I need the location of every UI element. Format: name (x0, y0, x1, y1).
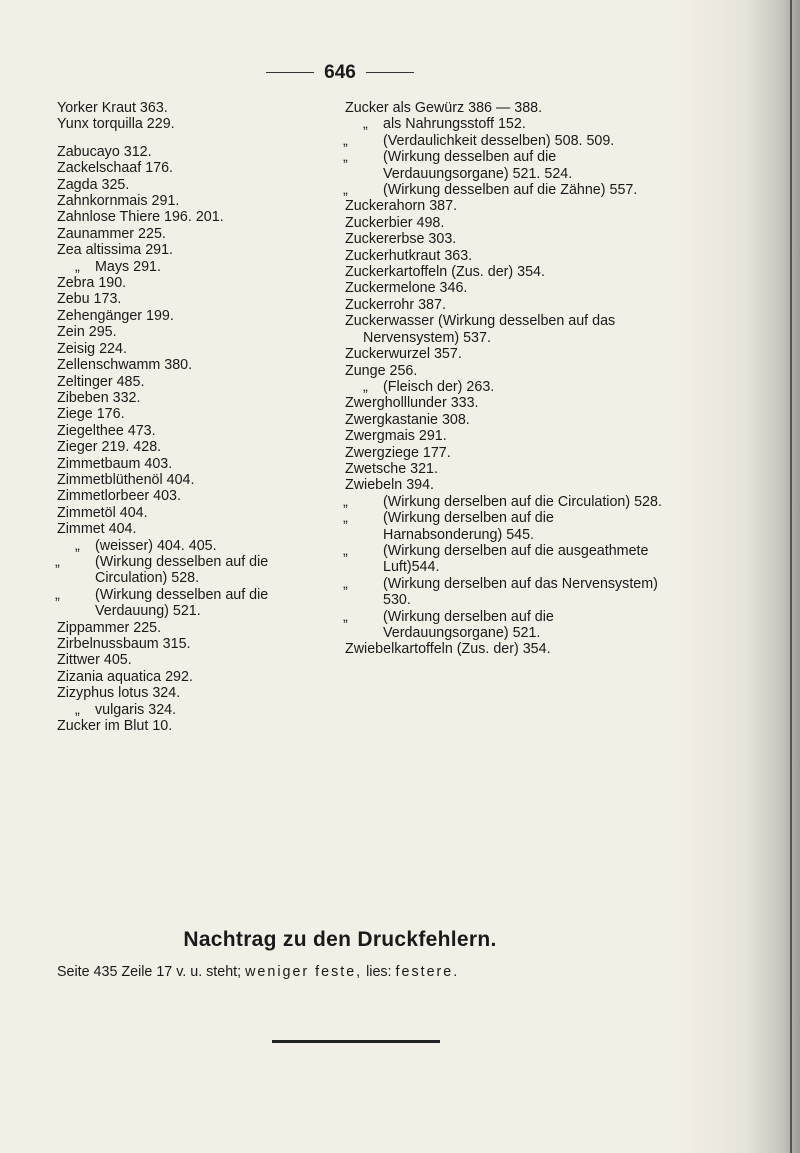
index-entry-text: (Wirkung desselben auf die Zähne) 557. (383, 182, 638, 199)
ditto-mark: „ (75, 537, 80, 554)
index-entry-text: Zibeben 332. (57, 389, 141, 406)
index-entry-text: Yunx torquilla 229. (57, 116, 175, 133)
index-entry-text: Zwiebeln 394. (345, 477, 435, 494)
index-entry (57, 116, 319, 132)
erratum-correct: festere. (395, 964, 460, 980)
index-entry (345, 297, 670, 313)
index-entry-text: Zwetsche 321. (345, 460, 438, 477)
index-entry (57, 308, 319, 324)
ditto-mark: „ (55, 553, 60, 570)
ditto-mark: „ (343, 608, 348, 625)
ditto-mark: „ (55, 586, 60, 603)
index-entry (57, 669, 319, 685)
page-number: 646 (0, 62, 680, 84)
ditto-mark: „ (343, 132, 348, 149)
index-entry-text: Zabucayo 312. (57, 143, 152, 160)
index-entry (345, 280, 670, 296)
index-entry (57, 439, 319, 455)
index-entry (57, 505, 319, 521)
index-entry (57, 275, 319, 291)
ditto-mark: „ (343, 182, 348, 199)
index-entry (57, 357, 319, 373)
index-entry (345, 477, 670, 493)
index-entry (345, 363, 670, 379)
index-entry-text: (Wirkung derselben auf die Verdauungsorgane) 521. (383, 608, 554, 641)
index-entry (57, 456, 319, 472)
index-entry (345, 609, 670, 642)
index-entry-text: Zizania aquatica 292. (57, 668, 193, 685)
page-binding-shadow (680, 0, 800, 1153)
index-entry-text: Yorker Kraut 363. (57, 100, 168, 116)
index-entry (345, 231, 670, 247)
index-entry (57, 193, 319, 209)
index-entry (57, 521, 319, 537)
erratum-lies: lies: (366, 964, 392, 980)
index-entry-text: Zahnlose Thiere 196. 201. (57, 209, 224, 226)
index-entry-text: Zuckerkartoffeln (Zus. der) 354. (345, 264, 545, 281)
index-entry (345, 445, 670, 461)
ditto-mark: „ (343, 575, 348, 592)
index-entry-text: Zizyphus lotus 324. (57, 685, 181, 702)
index-entry (57, 144, 319, 160)
index-entry-text: Zellenschwamm 380. (57, 357, 193, 374)
ditto-mark: „ (75, 258, 80, 275)
rule-right (366, 72, 414, 73)
ditto-mark: „ (343, 510, 348, 527)
index-entry-text: Zeisig 224. (57, 340, 127, 357)
index-entry (57, 374, 319, 390)
ditto-mark: „ (343, 493, 348, 510)
index-entry-text: Zirbelnussbaum 315. (57, 636, 191, 652)
index-entry (345, 248, 670, 264)
index-entry (345, 379, 670, 395)
index-entry-text: (Wirkung derselben auf das Nervensystem) 530. (383, 575, 658, 609)
index-entry-text: Zuckerrohr 387. (345, 296, 446, 313)
index-entry (345, 116, 670, 132)
index-entry-text: Zuckerwurzel 357. (345, 346, 462, 363)
index-entry-text: (Fleisch der) 263. (383, 378, 495, 395)
index-entry-text: Zuckerwasser (Wirkung desselben auf das Nervensystem) 537. (345, 313, 616, 346)
erratum-wrong: weniger feste, (245, 964, 363, 980)
ditto-mark: „ (343, 542, 348, 559)
index-entry-text: Zeltinger 485. (57, 373, 145, 390)
index-entry-text: Mays 291. (95, 258, 161, 275)
index-entry (57, 620, 319, 636)
index-entry (57, 652, 319, 668)
index-entry (57, 390, 319, 406)
index-entry (345, 182, 670, 198)
index-column-right (345, 100, 670, 658)
index-entry-text: Zuckermelone 346. (345, 280, 468, 297)
index-entry (345, 412, 670, 428)
index-entry-text: (Verdaulichkeit desselben) 508. 509. (383, 132, 615, 149)
index-entry (57, 554, 319, 587)
ditto-mark: „ (343, 149, 348, 166)
index-entry-text: Ziegelthee 473. (57, 422, 156, 439)
index-entry-text: Zagda 325. (57, 176, 130, 193)
index-entry (57, 423, 319, 439)
index-entry (345, 428, 670, 444)
index-entry-text: Zimmetlorbeer 403. (57, 488, 181, 505)
page-edge (790, 0, 792, 1153)
index-entry (57, 472, 319, 488)
index-entry-text: (Wirkung desselben auf die Verdauungsorgane) 521. 524. (383, 149, 573, 182)
index-entry (345, 543, 670, 576)
index-entry (345, 494, 670, 510)
index-entry (345, 346, 670, 362)
index-entry-text: Zehengänger 199. (57, 307, 174, 324)
index-entry-text: Zackelschaaf 176. (57, 160, 174, 177)
index-entry-text: Zwiebelkartoffeln (Zus. der) 354. (345, 641, 551, 658)
index-entry (345, 198, 670, 214)
index-entry-text: Zimmetöl 404. (57, 504, 148, 521)
index-entry (57, 636, 319, 652)
index-entry-text: (Wirkung derselben auf die Circulation) 528. (383, 493, 662, 510)
erratum-prefix: Seite 435 Zeile 17 v. u. steht; (57, 964, 242, 980)
index-entry (345, 461, 670, 477)
index-entry (57, 538, 319, 554)
index-entry (57, 226, 319, 242)
index-entry-text: (Wirkung derselben auf die ausgeathmete Luft)544. (383, 542, 649, 576)
index-entry (57, 341, 319, 357)
index-entry-text: Zaunammer 225. (57, 225, 166, 242)
index-entry (57, 242, 319, 258)
index-entry-text: Zea altissima 291. (57, 242, 174, 259)
index-entry-text: Zucker im Blut 10. (57, 718, 173, 735)
index-entry-text: Zebu 173. (57, 291, 122, 308)
index-entry (345, 133, 670, 149)
index-entry-text: Zieger 219. 428. (57, 439, 162, 456)
index-entry-text: Zuckerhutkraut 363. (345, 247, 473, 264)
index-entry-text: Zein 295. (57, 324, 117, 341)
index-entry-text: Zimmetblüthenöl 404. (57, 471, 195, 488)
index-entry-text: Zwergkastanie 308. (345, 411, 470, 428)
index-entry-text: Zuckerbier 498. (345, 214, 445, 231)
index-entry (345, 395, 670, 411)
index-entry-text: Zimmet 404. (57, 521, 137, 538)
index-entry-text: Zittwer 405. (57, 652, 132, 669)
index-entry-text: (Wirkung desselben auf die Circulation) 528. (95, 553, 269, 587)
index-entry (57, 488, 319, 504)
rule-left (266, 72, 314, 73)
index-entry-text: als Nahrungsstoff 152. (383, 116, 526, 133)
index-entry (345, 215, 670, 231)
index-entry (57, 291, 319, 307)
index-entry (345, 641, 670, 657)
index-entry-text: Zucker als Gewürz 386 — 388. (345, 100, 543, 116)
index-entry (57, 100, 319, 116)
ditto-mark: „ (363, 378, 368, 395)
index-entry-text: Zwergmais 291. (345, 428, 447, 445)
erratum-line (57, 964, 677, 980)
index-entry-text: Zwergholllunder 333. (345, 395, 479, 412)
index-entry (57, 209, 319, 225)
index-entry-text: Zunge 256. (345, 362, 418, 379)
index-entry-text: vulgaris 324. (95, 701, 177, 718)
index-entry-text: (Wirkung desselben auf die Verdauung) 521. (95, 586, 269, 620)
index-entry-text: Zebra 190. (57, 275, 127, 292)
decorative-rule (272, 1040, 440, 1043)
index-entry-text: Ziege 176. (57, 406, 125, 423)
index-entry (57, 718, 319, 734)
index-entry (345, 576, 670, 609)
index-column-left (57, 100, 319, 734)
index-entry (57, 177, 319, 193)
index-entry (57, 685, 319, 701)
index-entry-text: Zuckererbse 303. (345, 231, 457, 248)
index-entry-text: Zuckerahorn 387. (345, 198, 458, 215)
index-entry-text: Zahnkornmais 291. (57, 193, 180, 210)
index-entry (57, 406, 319, 422)
index-entry (345, 100, 670, 116)
index-entry (345, 313, 670, 346)
ditto-mark: „ (75, 701, 80, 718)
index-entry-text: (weisser) 404. 405. (95, 537, 217, 554)
index-entry (345, 149, 670, 182)
index-entry-text: (Wirkung derselben auf die Harnabsonderung) 545. (383, 510, 554, 543)
index-entry (57, 702, 319, 718)
index-entry (57, 587, 319, 620)
index-entry (57, 324, 319, 340)
index-entry (345, 264, 670, 280)
index-entry-text: Zippammer 225. (57, 619, 162, 636)
ditto-mark: „ (363, 116, 368, 133)
supplement-heading: Nachtrag zu den Druckfehlern. (183, 928, 497, 951)
index-entry-text: Zimmetbaum 403. (57, 455, 173, 472)
index-entry-text: Zwergziege 177. (345, 444, 451, 461)
index-entry (57, 160, 319, 176)
index-entry (57, 259, 319, 275)
index-entry (345, 510, 670, 543)
